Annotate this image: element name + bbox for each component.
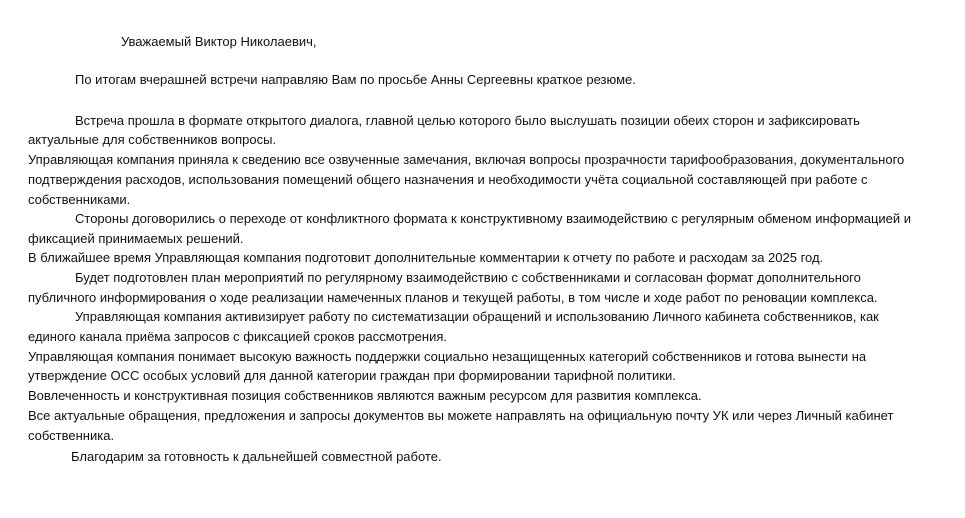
body-line: единого канала приёма запросов с фиксацией сроков рассмотрения.	[28, 329, 447, 344]
body-line: актуальные для собственников вопросы.	[28, 132, 277, 147]
body-line: Управляющая компания приняла к сведению все озвученные замечания, включая вопросы прозрачности тарифообразования, документального	[28, 152, 905, 167]
body-line: В ближайшее время Управляющая компания подготовит дополнительные комментарии к отчету по работе и расходам за 2025 год.	[28, 250, 824, 265]
greeting: Уважаемый Виктор Николаевич,	[121, 34, 317, 49]
body-line: утверждение ОСС особых условий для данной категории граждан при формировании тарифной политики.	[28, 368, 676, 383]
closing-line: Благодарим за готовность к дальнейшей совместной работе.	[71, 449, 442, 464]
intro-paragraph: По итогам вчерашней встречи направляю Вам по просьбе Анны Сергеевны краткое резюме.	[75, 72, 636, 87]
body-line: Вовлеченность и конструктивная позиция собственников являются важным ресурсом для развития комплекса.	[28, 388, 702, 403]
body-line: Все актуальные обращения, предложения и запросы документов вы можете направлять на официальную почту УК или через Личный кабинет	[28, 408, 894, 423]
body-line: Управляющая компания активизирует работу по систематизации обращений и использованию Личного кабинета собственников, как	[75, 309, 879, 324]
body-line: Будет подготовлен план мероприятий по регулярному взаимодействию с собственниками и согласован формат дополнительного	[75, 270, 861, 285]
body-line: Стороны договорились о переходе от конфликтного формата к конструктивному взаимодействию с регулярным обменом информацией и	[75, 211, 912, 226]
body-line: Управляющая компания понимает высокую важность поддержки социально незащищенных категорий собственников и готова вынести на	[28, 349, 867, 364]
body-line: собственника.	[28, 428, 115, 443]
body-line: фиксацией принимаемых решений.	[28, 231, 244, 246]
body-line: подтверждения расходов, использования помещений общего назначения и необходимости учёта социальной составляющей при работе с	[28, 172, 868, 187]
body-line: Встреча прошла в формате открытого диалога, главной целью которого было выслушать позиции обеих сторон и зафиксировать	[75, 113, 860, 128]
body-line: собственниками.	[28, 192, 131, 207]
body-line: публичного информирования о ходе реализации намеченных планов и текущей работы, в том числе и ходе работ по реновации комплекса.	[28, 290, 878, 305]
